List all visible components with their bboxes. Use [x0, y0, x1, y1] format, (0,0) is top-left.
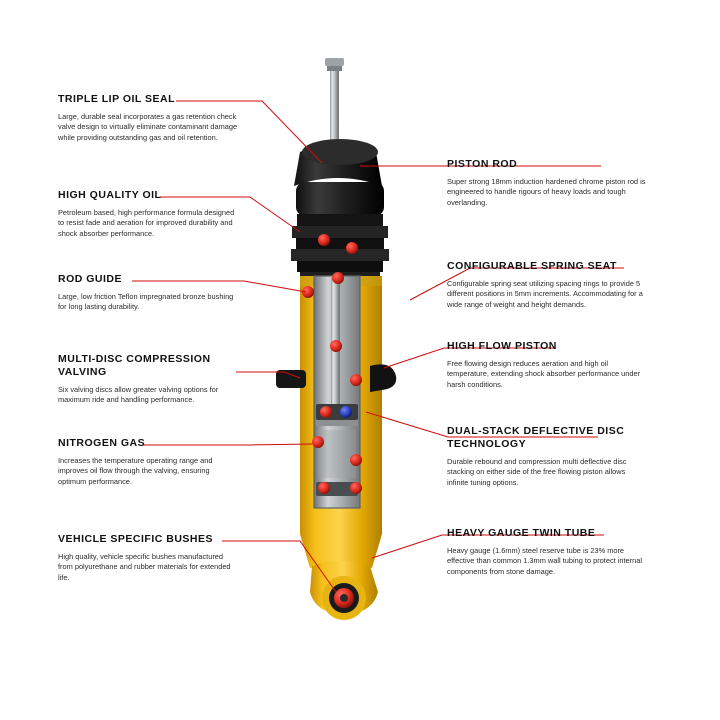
callout-piston-rod: [447, 158, 647, 208]
callout-body: Six valving discs allow greater valving options for maximum ride and handling performance.: [58, 385, 219, 405]
lower-eyelet-bush: [300, 534, 382, 620]
callout-multi-disc-compression-valving: [58, 353, 238, 406]
callout-body: Free flowing design reduces aeration and high oil temperature, extending shock absorber performance under harsh conditions.: [447, 359, 641, 389]
callout-configurable-spring-seat: [447, 260, 647, 310]
callout-body: High quality, vehicle specific bushes manufactured from polyurethane and rubber materials for extended life.: [58, 552, 231, 582]
callout-heavy-gauge-twin-tube: [447, 527, 647, 577]
callout-title: HIGH QUALITY OIL: [58, 189, 162, 201]
callout-title: VEHICLE SPECIFIC BUSHES: [58, 533, 214, 545]
callout-title: NITROGEN GAS: [58, 437, 146, 449]
callout-body: Super strong 18mm induction hardened chrome piston rod is engineered to handle rigours of heavy loads and tough overlanding.: [447, 177, 646, 207]
upper-mount-black: [294, 139, 384, 216]
callout-title: HEAVY GAUGE TWIN TUBE: [447, 527, 596, 539]
callout-nitrogen-gas: [58, 437, 238, 487]
callout-title: DUAL-STACK DEFLECTIVE DISC TECHNOLOGY: [447, 425, 625, 450]
callout-body: Petroleum based, high performance formula designed to resist fade and aeration for improved durability and shock absorber performance.: [58, 208, 235, 238]
callout-body: Heavy gauge (1.6mm) steel reserve tube is 23% more effective than common 1.3mm wall tubing to protect internal components from stone damage.: [447, 546, 642, 576]
callout-rod-guide: [58, 273, 238, 313]
dust-boot: [291, 214, 389, 282]
callout-title: ROD GUIDE: [58, 273, 123, 285]
callout-title: TRIPLE LIP OIL SEAL: [58, 93, 176, 105]
callout-vehicle-specific-bushes: [58, 533, 238, 583]
callout-body: Increases the temperature operating range and improves oil flow through the valving, ensuring optimum performance.: [58, 456, 213, 486]
callout-dual-stack-deflective-disc-technology: [447, 425, 647, 488]
callout-triple-lip-oil-seal: [58, 93, 238, 143]
callout-body: Large, low friction Teflon impregnated bronze bushing for long lasting durability.: [58, 292, 234, 312]
callout-high-flow-piston: [447, 340, 647, 390]
inner-pressure-tube-cutaway: [314, 276, 360, 508]
callout-high-quality-oil: [58, 189, 238, 239]
callout-body: Configurable spring seat utilizing spacing rings to provide 5 different positions in 5mm increments. Accommodating for a wide range of weight and height demands.: [447, 279, 643, 309]
callout-body: Large, durable seal incorporates a gas retention check valve design to virtually eliminate contaminant damage while providing outstanding gas and oil retention.: [58, 112, 238, 142]
callout-title: HIGH FLOW PISTON: [447, 340, 557, 352]
callout-title: MULTI-DISC COMPRESSION VALVING: [58, 353, 211, 378]
callout-title: PISTON ROD: [447, 158, 518, 170]
callout-body: Durable rebound and compression multi deflective disc stacking on either side of the free flowing piston allows infinite tuning options.: [447, 457, 627, 487]
callout-title: CONFIGURABLE SPRING SEAT: [447, 260, 617, 272]
